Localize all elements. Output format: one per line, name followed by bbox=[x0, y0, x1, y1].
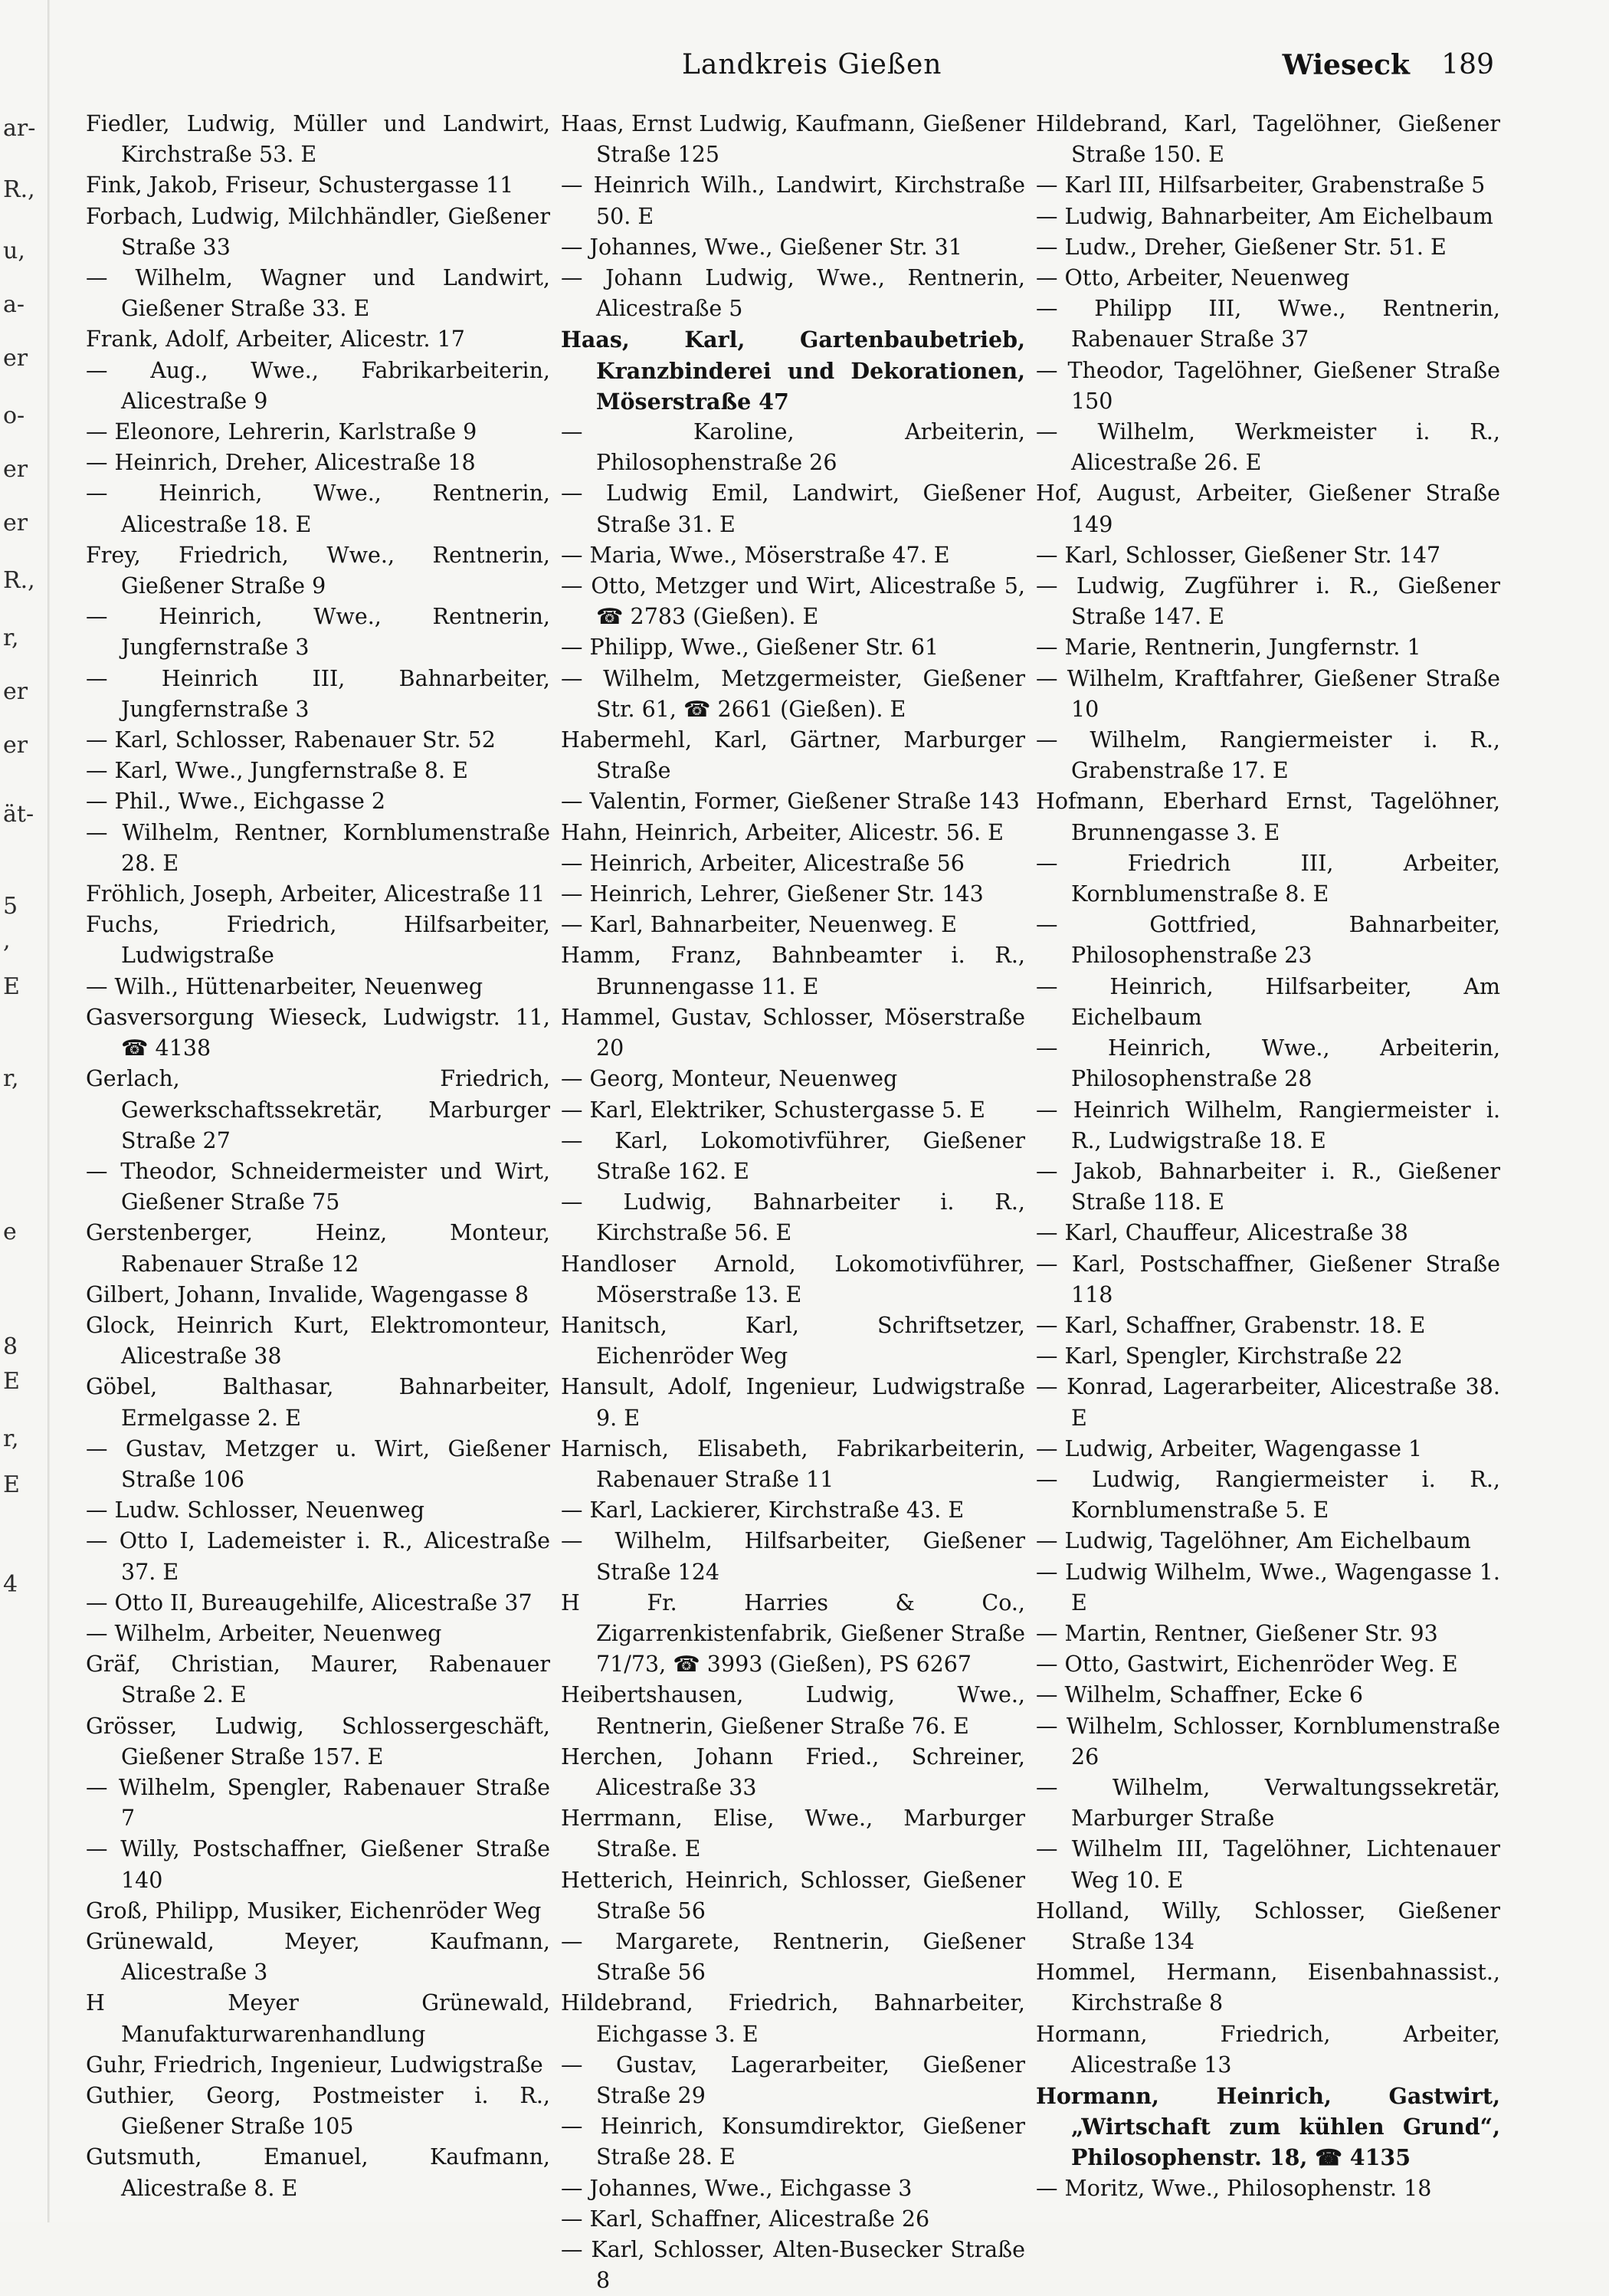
directory-entry: — Johannes, Wwe., Eichgasse 3 bbox=[561, 2175, 913, 2201]
directory-entry: Grünewald, Meyer, Kaufmann, Alicestraße 3 bbox=[86, 1928, 550, 1986]
directory-entry: — Karl, Spengler, Kirchstraße 22 bbox=[1036, 1343, 1403, 1369]
directory-entry: Hommel, Hermann, Eisenbahnassist., Kirchstraße 8 bbox=[1036, 1960, 1500, 2016]
directory-entry: — Wilh., Hüttenarbeiter, Neuenweg bbox=[86, 973, 483, 999]
directory-entry: — Moritz, Wwe., Philosophenstr. 18 bbox=[1036, 2175, 1432, 2201]
header-place: Wieseck bbox=[1282, 49, 1410, 81]
directory-entry: — Wilhelm, Verwaltungssekretär, Marburger Straße bbox=[1036, 1774, 1500, 1832]
directory-entry: Fuchs, Friedrich, Hilfsarbeiter, Ludwigstraße bbox=[86, 912, 550, 969]
directory-column-2 bbox=[561, 109, 1025, 2294]
directory-entry: Guhr, Friedrich, Ingenieur, Ludwigstraße bbox=[86, 2052, 543, 2078]
directory-entry: Forbach, Ludwig, Milchhändler, Gießener Straße 33 bbox=[86, 203, 550, 260]
directory-entry: — Aug., Wwe., Fabrikarbeiterin, Alicestraße 9 bbox=[86, 357, 550, 414]
margin-fragment: er bbox=[3, 510, 28, 536]
directory-entry: — Heinrich, Wwe., Rentnerin, Alicestraße 18. E bbox=[86, 481, 550, 537]
directory-entry: — Karl, Schaffner, Alicestraße 26 bbox=[561, 2206, 930, 2232]
directory-entry: Gerstenberger, Heinz, Monteur, Rabenauer Straße 12 bbox=[86, 1220, 550, 1277]
directory-entry: — Marie, Rentnerin, Jungfernstr. 1 bbox=[1036, 635, 1421, 661]
directory-entry: — Wilhelm, Schlosser, Kornblumenstraße 26 bbox=[1036, 1713, 1500, 1770]
directory-entry: Fröhlich, Joseph, Arbeiter, Alicestraße 11 bbox=[86, 881, 546, 907]
directory-entry: — Wilhelm, Rentner, Kornblumenstraße 28. E bbox=[86, 819, 550, 876]
directory-entry: Hansult, Adolf, Ingenieur, Ludwigstraße 9. E bbox=[561, 1374, 1025, 1431]
directory-entry: Holland, Willy, Schlosser, Gießener Straße 134 bbox=[1036, 1897, 1500, 1954]
directory-entry: Gilbert, Johann, Invalide, Wagengasse 8 bbox=[86, 1281, 529, 1307]
directory-entry: — Philipp, Wwe., Gießener Str. 61 bbox=[561, 635, 939, 661]
directory-entry: — Wilhelm, Schaffner, Ecke 6 bbox=[1036, 1682, 1364, 1708]
margin-fragment: r, bbox=[3, 1425, 19, 1452]
directory-entry: — Phil., Wwe., Eichgasse 2 bbox=[86, 789, 386, 815]
directory-entry: Heibertshausen, Ludwig, Wwe., Rentnerin, Gießener Straße 76. E bbox=[561, 1682, 1025, 1739]
directory-entry: Gutsmuth, Emanuel, Kaufmann, Alicestraße 8. E bbox=[86, 2144, 550, 2201]
gutter-shadow bbox=[48, 0, 50, 2222]
directory-entry: — Heinrich III, Bahnarbeiter, Jungfernstraße 3 bbox=[86, 665, 550, 722]
directory-entry: — Ludwig Emil, Landwirt, Gießener Straße 31. E bbox=[561, 481, 1025, 537]
directory-entry: Hofmann, Eberhard Ernst, Tagelöhner, Brunnengasse 3. E bbox=[1036, 789, 1500, 845]
directory-entry: — Otto I, Lademeister i. R., Alicestraße 37. E bbox=[86, 1528, 550, 1585]
directory-entry: Hof, August, Arbeiter, Gießener Straße 149 bbox=[1036, 481, 1500, 537]
directory-entry: Hildebrand, Friedrich, Bahnarbeiter, Eichgasse 3. E bbox=[561, 1990, 1025, 2047]
margin-fragment: er bbox=[3, 345, 28, 372]
directory-entry: — Gustav, Lagerarbeiter, Gießener Straße 29 bbox=[561, 2052, 1025, 2108]
margin-fragment: r, bbox=[3, 1065, 19, 1092]
directory-entry: Haas, Ernst Ludwig, Kaufmann, Gießener Straße 125 bbox=[561, 111, 1025, 168]
margin-fragment: ät- bbox=[3, 801, 34, 828]
directory-entry: Hahn, Heinrich, Arbeiter, Alicestr. 56. E bbox=[561, 819, 1004, 845]
directory-entry: — Gustav, Metzger u. Wirt, Gießener Straße 106 bbox=[86, 1435, 550, 1492]
directory-entry: — Ludwig, Bahnarbeiter, Am Eichelbaum bbox=[1036, 203, 1493, 229]
directory-entry: — Otto, Arbeiter, Neuenweg bbox=[1036, 265, 1350, 291]
directory-entry: — Friedrich III, Arbeiter, Kornblumenstraße 8. E bbox=[1036, 850, 1500, 907]
directory-entry: Hormann, Heinrich, Gastwirt, „Wirtschaft zum kühlen Grund“, Philosophenstr. 18, ☎ 4135 bbox=[1036, 2083, 1500, 2171]
directory-entry: — Wilhelm, Hilfsarbeiter, Gießener Straße 124 bbox=[561, 1528, 1025, 1585]
directory-entry: — Heinrich, Wwe., Arbeiterin, Philosophenstraße 28 bbox=[1036, 1035, 1500, 1092]
directory-entry: — Karl, Schlosser, Gießener Str. 147 bbox=[1036, 542, 1441, 568]
directory-entry: — Ludwig Wilhelm, Wwe., Wagengasse 1. E bbox=[1036, 1559, 1500, 1615]
directory-entry: Hammel, Gustav, Schlosser, Möserstraße 20 bbox=[561, 1004, 1025, 1061]
directory-entry: Guthier, Georg, Postmeister i. R., Gießener Straße 105 bbox=[86, 2083, 550, 2140]
directory-entry: — Wilhelm III, Tagelöhner, Lichtenauer Weg 10. E bbox=[1036, 1836, 1500, 1893]
directory-entry: — Karoline, Arbeiterin, Philosophenstraße 26 bbox=[561, 419, 1025, 476]
directory-entry: — Johann Ludwig, Wwe., Rentnerin, Alicestraße 5 bbox=[561, 265, 1025, 322]
directory-entry: — Karl III, Hilfsarbeiter, Grabenstraße 5 bbox=[1036, 172, 1486, 198]
directory-entry: Hetterich, Heinrich, Schlosser, Gießener Straße 56 bbox=[561, 1867, 1025, 1924]
directory-entry: — Wilhelm, Metzgermeister, Gießener Str. 61, ☎ 2661 (Gießen). E bbox=[561, 665, 1025, 722]
directory-entry: Harnisch, Elisabeth, Fabrikarbeiterin, Rabenauer Straße 11 bbox=[561, 1435, 1025, 1492]
directory-entry: — Valentin, Former, Gießener Straße 143 bbox=[561, 789, 1020, 815]
previous-page-margin bbox=[0, 0, 46, 2222]
directory-entry: — Karl, Lokomotivführer, Gießener Straße 162. E bbox=[561, 1127, 1025, 1184]
directory-entry: — Heinrich, Konsumdirektor, Gießener Straße 28. E bbox=[561, 2114, 1025, 2170]
directory-entry: — Eleonore, Lehrerin, Karlstraße 9 bbox=[86, 419, 477, 445]
directory-entry: — Wilhelm, Kraftfahrer, Gießener Straße 10 bbox=[1036, 665, 1500, 722]
margin-fragment: 8 bbox=[3, 1333, 18, 1360]
margin-fragment: er bbox=[3, 456, 28, 483]
directory-entry: — Karl, Elektriker, Schustergasse 5. E bbox=[561, 1097, 985, 1123]
directory-entry: — Heinrich, Dreher, Alicestraße 18 bbox=[86, 450, 476, 476]
margin-fragment: o- bbox=[3, 402, 25, 429]
margin-fragment: , bbox=[3, 927, 11, 954]
margin-fragment: 5 bbox=[3, 893, 18, 920]
directory-entry: Gasversorgung Wieseck, Ludwigstr. 11, ☎ 4138 bbox=[86, 1004, 550, 1061]
directory-entry: — Wilhelm, Wagner und Landwirt, Gießener Straße 33. E bbox=[86, 265, 550, 322]
header-title: Landkreis Gießen bbox=[682, 49, 942, 80]
margin-fragment: R., bbox=[3, 176, 35, 203]
directory-entry: — Karl, Wwe., Jungfernstraße 8. E bbox=[86, 758, 468, 784]
directory-entry: Groß, Philipp, Musiker, Eichenröder Weg bbox=[86, 1897, 542, 1924]
directory-entry: — Georg, Monteur, Neuenweg bbox=[561, 1066, 898, 1092]
directory-entry: Hildebrand, Karl, Tagelöhner, Gießener Straße 150. E bbox=[1036, 111, 1500, 168]
directory-entry: — Heinrich, Hilfsarbeiter, Am Eichelbaum bbox=[1036, 973, 1500, 1030]
directory-entry: — Jakob, Bahnarbeiter i. R., Gießener Straße 118. E bbox=[1036, 1158, 1500, 1215]
directory-entry: — Karl, Chauffeur, Alicestraße 38 bbox=[1036, 1220, 1408, 1246]
directory-entry: — Otto, Metzger und Wirt, Alicestraße 5, ☎ 2783 (Gießen). E bbox=[561, 573, 1025, 630]
directory-entry: — Karl, Schaffner, Grabenstr. 18. E bbox=[1036, 1312, 1426, 1338]
directory-entry: — Otto II, Bureaugehilfe, Alicestraße 37 bbox=[86, 1589, 533, 1615]
directory-entry: Hamm, Franz, Bahnbeamter i. R., Brunnengasse 11. E bbox=[561, 943, 1025, 999]
margin-fragment: E bbox=[3, 1471, 20, 1498]
page-number: 189 bbox=[1441, 49, 1494, 80]
directory-entry: — Maria, Wwe., Möserstraße 47. E bbox=[561, 542, 950, 568]
directory-entry: — Theodor, Schneidermeister und Wirt, Gießener Straße 75 bbox=[86, 1158, 550, 1215]
directory-entry: — Otto, Gastwirt, Eichenröder Weg. E bbox=[1036, 1651, 1458, 1678]
directory-entry: — Ludwig, Rangiermeister i. R., Kornblumenstraße 5. E bbox=[1036, 1466, 1500, 1524]
margin-fragment: r, bbox=[3, 625, 19, 651]
directory-entry: — Wilhelm, Arbeiter, Neuenweg bbox=[86, 1620, 442, 1646]
directory-entry: — Margarete, Rentnerin, Gießener Straße 56 bbox=[561, 1928, 1025, 1986]
directory-entry: H Fr. Harries & Co., Zigarrenkistenfabrik, Gießener Straße 71/73, ☎ 3993 (Gießen), PS 6267 bbox=[561, 1589, 1025, 1678]
directory-entry: — Karl, Schlosser, Rabenauer Str. 52 bbox=[86, 727, 496, 753]
margin-fragment: ar- bbox=[3, 115, 36, 142]
margin-fragment: E bbox=[3, 1368, 20, 1395]
directory-entry: Frank, Adolf, Arbeiter, Alicestr. 17 bbox=[86, 326, 465, 353]
margin-fragment: e bbox=[3, 1219, 17, 1245]
directory-entry: Göbel, Balthasar, Bahnarbeiter, Ermelgasse 2. E bbox=[86, 1374, 550, 1431]
directory-entry: — Ludwig, Zugführer i. R., Gießener Straße 147. E bbox=[1036, 573, 1500, 630]
directory-entry: Glock, Heinrich Kurt, Elektromonteur, Alicestraße 38 bbox=[86, 1312, 550, 1369]
directory-entry: Herchen, Johann Fried., Schreiner, Alicestraße 33 bbox=[561, 1743, 1025, 1800]
directory-entry: Fiedler, Ludwig, Müller und Landwirt, Kirchstraße 53. E bbox=[86, 111, 550, 168]
directory-entry: — Heinrich Wilh., Landwirt, Kirchstraße 50. E bbox=[561, 172, 1025, 229]
directory-entry: Habermehl, Karl, Gärtner, Marburger Straße bbox=[561, 727, 1025, 784]
directory-entry: — Karl, Schlosser, Alten-Busecker Straße 8 bbox=[561, 2237, 1025, 2294]
directory-entry: Herrmann, Elise, Wwe., Marburger Straße. E bbox=[561, 1806, 1025, 1862]
directory-entry: — Heinrich Wilhelm, Rangiermeister i. R., Ludwigstraße 18. E bbox=[1036, 1097, 1500, 1153]
directory-entry: — Ludwig, Bahnarbeiter i. R., Kirchstraße 56. E bbox=[561, 1189, 1025, 1246]
directory-entry: — Heinrich, Arbeiter, Alicestraße 56 bbox=[561, 850, 965, 876]
margin-fragment: u, bbox=[3, 238, 25, 264]
directory-entry: Haas, Karl, Gartenbaubetrieb, Kranzbinderei und Dekorationen, Möserstraße 47 bbox=[561, 326, 1025, 415]
directory-entry: — Gottfried, Bahnarbeiter, Philosophenstraße 23 bbox=[1036, 912, 1500, 969]
directory-entry: — Ludw. Schlosser, Neuenweg bbox=[86, 1497, 424, 1524]
margin-fragment: E bbox=[3, 973, 20, 1000]
margin-fragment: er bbox=[3, 678, 28, 705]
directory-entry: Gerlach, Friedrich, Gewerkschaftssekretär, Marburger Straße 27 bbox=[86, 1066, 550, 1153]
directory-entry: — Wilhelm, Rangiermeister i. R., Grabenstraße 17. E bbox=[1036, 727, 1500, 784]
directory-entry: Grösser, Ludwig, Schlossergeschäft, Gießener Straße 157. E bbox=[86, 1713, 550, 1770]
directory-entry: H Meyer Grünewald, Manufakturwarenhandlung bbox=[86, 1990, 550, 2047]
directory-entry: — Philipp III, Wwe., Rentnerin, Rabenauer Straße 37 bbox=[1036, 296, 1500, 353]
margin-fragment: R., bbox=[3, 567, 35, 594]
directory-entry: — Johannes, Wwe., Gießener Str. 31 bbox=[561, 234, 962, 260]
directory-entry: — Karl, Bahnarbeiter, Neuenweg. E bbox=[561, 912, 957, 938]
directory-entry: — Ludwig, Arbeiter, Wagengasse 1 bbox=[1036, 1435, 1423, 1461]
directory-column-3 bbox=[1036, 109, 1500, 2209]
directory-entry: — Wilhelm, Spengler, Rabenauer Straße 7 bbox=[86, 1774, 550, 1832]
directory-entry: — Heinrich, Wwe., Rentnerin, Jungfernstraße 3 bbox=[86, 604, 550, 661]
directory-entry: Handloser Arnold, Lokomotivführer, Möserstraße 13. E bbox=[561, 1251, 1025, 1307]
directory-entry: — Konrad, Lagerarbeiter, Alicestraße 38. E bbox=[1036, 1374, 1500, 1431]
directory-entry: Gräf, Christian, Maurer, Rabenauer Straße 2. E bbox=[86, 1651, 550, 1708]
running-header bbox=[84, 49, 1494, 95]
directory-entry: Fink, Jakob, Friseur, Schustergasse 11 bbox=[86, 172, 514, 198]
directory-entry: Frey, Friedrich, Wwe., Rentnerin, Gießener Straße 9 bbox=[86, 542, 550, 599]
directory-entry: — Theodor, Tagelöhner, Gießener Straße 150 bbox=[1036, 357, 1500, 414]
directory-entry: — Heinrich, Lehrer, Gießener Str. 143 bbox=[561, 881, 984, 907]
directory-entry: — Ludw., Dreher, Gießener Str. 51. E bbox=[1036, 234, 1447, 260]
margin-fragment: a- bbox=[3, 291, 25, 318]
directory-entry: — Wilhelm, Werkmeister i. R., Alicestraße 26. E bbox=[1036, 419, 1500, 476]
directory-entry: — Martin, Rentner, Gießener Str. 93 bbox=[1036, 1620, 1438, 1646]
directory-column-1 bbox=[86, 109, 550, 2209]
directory-entry: — Karl, Postschaffner, Gießener Straße 118 bbox=[1036, 1251, 1500, 1307]
directory-entry: Hormann, Friedrich, Arbeiter, Alicestraße 13 bbox=[1036, 2021, 1500, 2078]
directory-entry: — Ludwig, Tagelöhner, Am Eichelbaum bbox=[1036, 1528, 1471, 1554]
directory-entry: — Karl, Lackierer, Kirchstraße 43. E bbox=[561, 1497, 965, 1524]
margin-fragment: 4 bbox=[3, 1571, 18, 1598]
margin-fragment: er bbox=[3, 732, 28, 759]
directory-entry: Hanitsch, Karl, Schriftsetzer, Eichenröder Weg bbox=[561, 1312, 1025, 1369]
directory-entry: — Willy, Postschaffner, Gießener Straße 140 bbox=[86, 1836, 550, 1893]
